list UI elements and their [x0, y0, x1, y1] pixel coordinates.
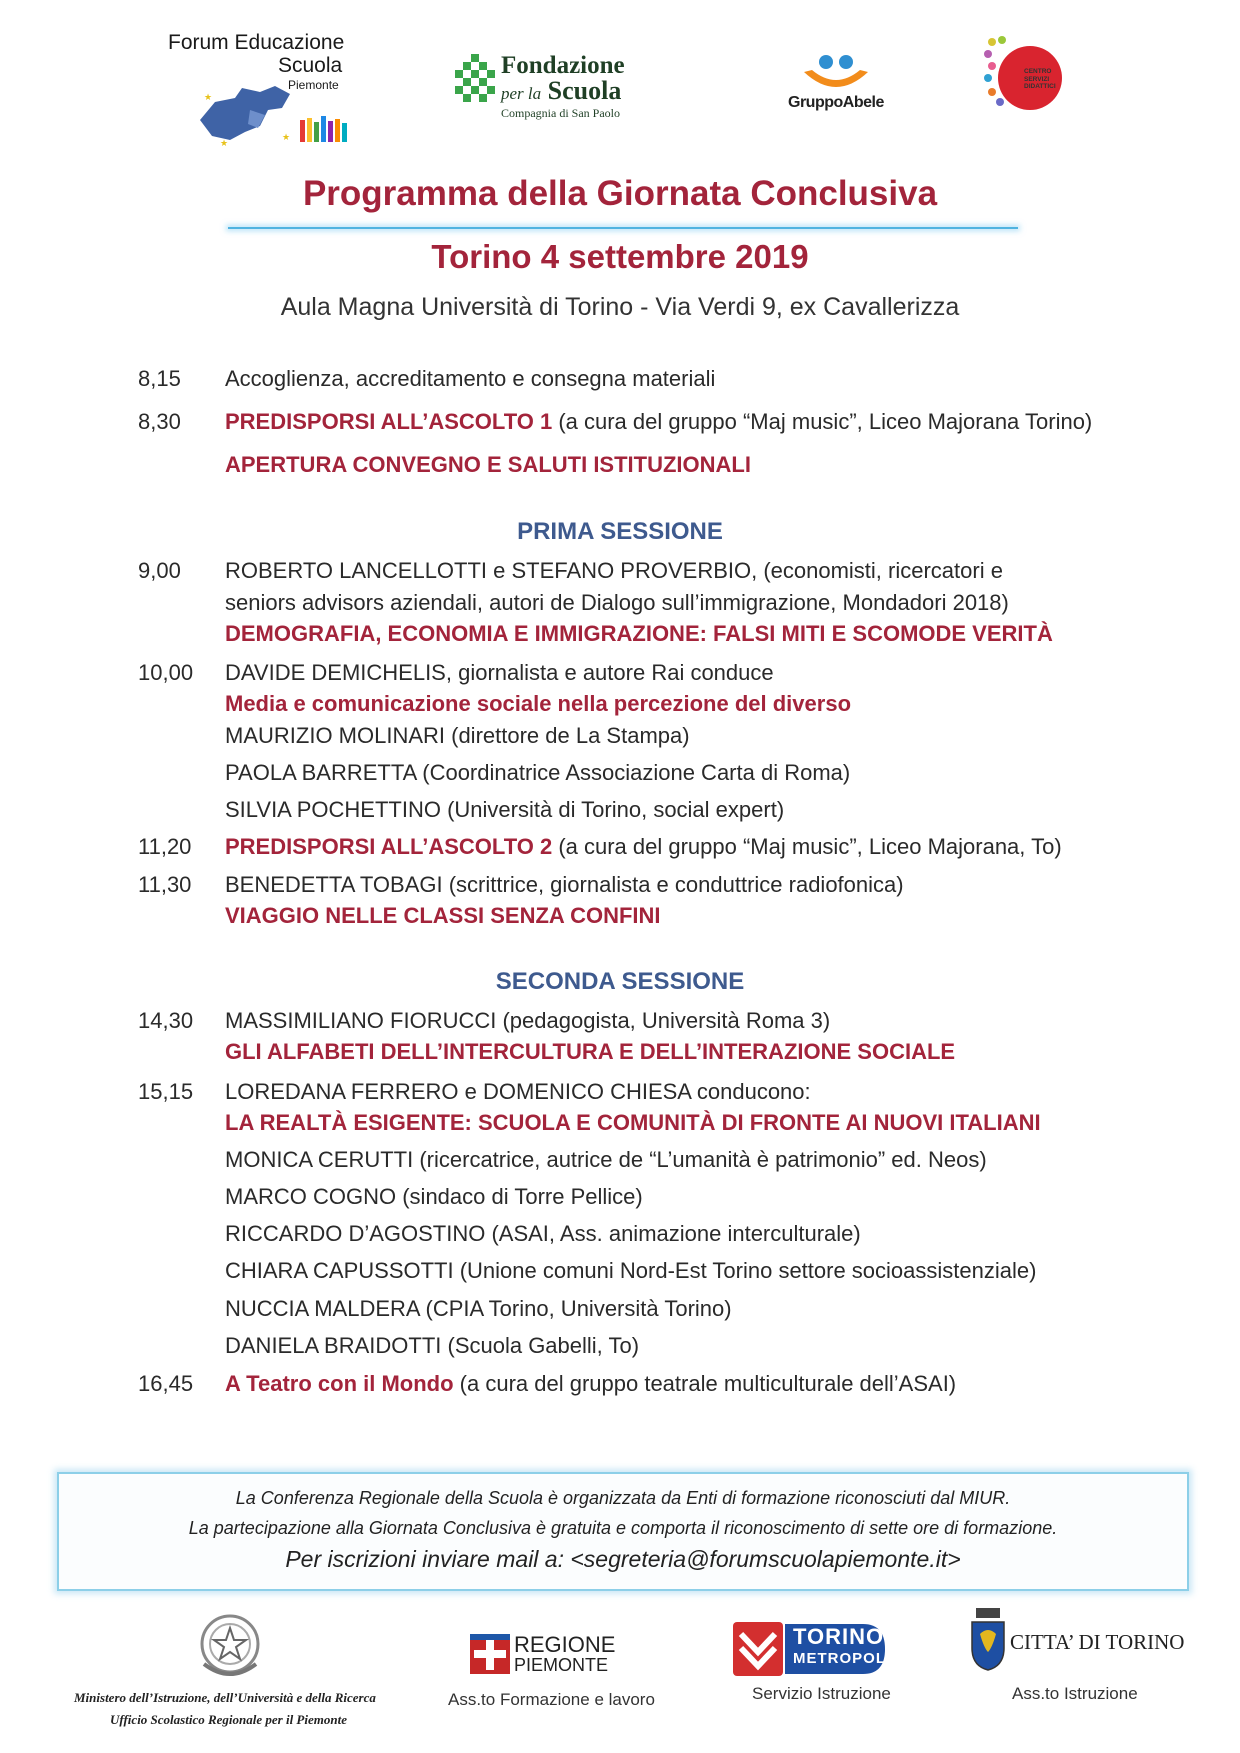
- italian-republic-emblem-icon: [190, 1606, 270, 1686]
- torino-metropoli-logo: [733, 1622, 893, 1676]
- info-registration-email[interactable]: Per iscrizioni inviare mail a: <segreteria@forumscuolapiemonte.it>: [285, 1546, 961, 1572]
- time-1120: 11,20: [138, 834, 192, 859]
- info-organizers: La Conferenza Regionale della Scuola è organizzata da Enti di formazione riconosciuti dal MIUR.: [235, 1488, 1011, 1508]
- agenda-item-900-desc: seniors advisors aziendali, autori de Dialogo sull’immigrazione, Mondadori 2018): [225, 590, 1009, 615]
- abele-logo-text: GruppoAbele: [788, 94, 884, 111]
- miur-name: Ministero dell’Istruzione, dell’Università e della Ricerca: [74, 1690, 376, 1705]
- agenda-item-1515-speaker-4: CHIARA CAPUSSOTTI (Unione comuni Nord-Est Torino settore socioassistenziale): [225, 1258, 1037, 1283]
- forum-logo-line3: Piemonte: [288, 78, 339, 92]
- agenda-item-1515-speaker-1: MONICA CERUTTI (ricercatrice, autrice de “L’umanità è patrimonio” ed. Neos): [225, 1147, 987, 1172]
- time-1515: 15,15: [138, 1079, 194, 1104]
- agenda-item-900-speakers: ROBERTO LANCELLOTTI e STEFANO PROVERBIO, (economisti, ricercatori e: [225, 558, 1003, 583]
- time-1645: 16,45: [138, 1371, 194, 1396]
- agenda-item-1120: PREDISPORSI ALL’ASCOLTO 2 (a cura del gruppo “Maj music”, Liceo Majorana, To): [225, 834, 1062, 859]
- torino-logo-line1: TORINO: [793, 1624, 885, 1649]
- session-heading-1: PRIMA SESSIONE: [517, 518, 723, 545]
- citta-caption: Ass.to Istruzione: [1012, 1684, 1138, 1703]
- agenda-item-1000-topic: Media e comunicazione sociale nella percezione del diverso: [225, 691, 852, 716]
- agenda-item-1000-speaker-3: SILVIA POCHETTINO (Università di Torino, social expert): [225, 797, 785, 822]
- agenda-item-1515-speaker-2: MARCO COGNO (sindaco di Torre Pellice): [225, 1184, 643, 1209]
- checker-icon: [455, 54, 495, 102]
- agenda-item-1515-speaker-5: NUCCIA MALDERA (CPIA Torino, Università Torino): [225, 1296, 732, 1321]
- agenda-opening: APERTURA CONVEGNO E SALUTI ISTITUZIONALI: [225, 452, 751, 477]
- session-heading-2: SECONDA SESSIONE: [495, 968, 745, 995]
- centro-logo-text: CENTRO SERVIZI DIDATTICI: [1024, 68, 1056, 90]
- regione-logo-line2: PIEMONTE: [514, 1655, 609, 1675]
- time-815: 8,15: [138, 366, 181, 391]
- svg-text:★: ★: [204, 92, 213, 102]
- europe-map-icon: [190, 80, 360, 150]
- agenda-item-1000-speaker-2: PAOLA BARRETTA (Coordinatrice Associazione Carta di Roma): [225, 760, 851, 785]
- gruppo-abele-logo: [780, 54, 910, 118]
- abele-people-icon: [780, 54, 910, 94]
- forum-logo-line2: Scuola: [278, 54, 343, 77]
- agenda-item-815: Accoglienza, accreditamento e consegna materiali: [225, 366, 716, 391]
- time-1130: 11,30: [138, 872, 192, 897]
- time-1430: 14,30: [138, 1008, 194, 1033]
- agenda-item-1000-host: DAVIDE DEMICHELIS, giornalista e autore Rai conduce: [225, 660, 774, 685]
- citta-torino-logo-text: CITTA’ DI TORINO: [1010, 1630, 1185, 1654]
- info-participation: La partecipazione alla Giornata Conclusiva è gratuita e comporta il riconoscimento di sette ore di formazione.: [188, 1518, 1058, 1538]
- agenda-item-900-topic: DEMOGRAFIA, ECONOMIA E IMMIGRAZIONE: FALSI MITI E SCOMODE VERITÀ: [225, 621, 1053, 646]
- fondazione-logo-line3: Compagnia di San Paolo: [501, 106, 620, 120]
- torino-logo-line2: METROPOLI: [793, 1650, 892, 1667]
- regione-logo-line1: REGIONE: [514, 1632, 616, 1657]
- centro-servizi-didattici-logo: [980, 36, 1070, 116]
- svg-text:★: ★: [220, 138, 229, 148]
- agenda-item-1130-speaker: BENEDETTA TOBAGI (scrittrice, giornalista e conduttrice radiofonica): [225, 872, 904, 897]
- page-title: Programma della Giornata Conclusiva: [302, 174, 938, 213]
- agenda-item-1130-topic: VIAGGIO NELLE CLASSI SENZA CONFINI: [225, 903, 661, 928]
- agenda-item-1515-speaker-3: RICCARDO D’AGOSTINO (ASAI, Ass. animazione interculturale): [225, 1221, 861, 1246]
- agenda-item-1515-hosts: LOREDANA FERRERO e DOMENICO CHIESA conducono:: [225, 1079, 811, 1104]
- miur-office: Ufficio Scolastico Regionale per il Piemonte: [110, 1712, 347, 1727]
- info-box: [57, 1472, 1189, 1591]
- agenda-item-1645: A Teatro con il Mondo (a cura del gruppo teatrale multiculturale dell’ASAI): [225, 1371, 957, 1396]
- regione-piemonte-flag-icon: [470, 1634, 510, 1674]
- event-date: Torino 4 settembre 2019: [431, 238, 809, 275]
- event-venue: Aula Magna Università di Torino - Via Verdi 9, ex Cavallerizza: [280, 293, 960, 321]
- agenda-item-1000-speaker-1: MAURIZIO MOLINARI (direttore de La Stampa): [225, 723, 690, 748]
- agenda-item-1515-topic: LA REALTÀ ESIGENTE: SCUOLA E COMUNITÀ DI FRONTE AI NUOVI ITALIANI: [225, 1110, 1041, 1135]
- regione-caption: Ass.to Formazione e lavoro: [448, 1690, 655, 1709]
- time-1000: 10,00: [138, 660, 194, 685]
- forum-logo-line1: Forum Educazione: [168, 31, 345, 54]
- citta-torino-shield-icon: [970, 1608, 1006, 1672]
- agenda-item-1430-speaker: MASSIMILIANO FIORUCCI (pedagogista, Università Roma 3): [225, 1008, 831, 1033]
- agenda-item-1515-speaker-6: DANIELA BRAIDOTTI (Scuola Gabelli, To): [225, 1333, 640, 1358]
- agenda-item-830: PREDISPORSI ALL’ASCOLTO 1 (a cura del gruppo “Maj music”, Liceo Majorana Torino): [225, 409, 1093, 434]
- svg-text:★: ★: [282, 132, 291, 142]
- time-900: 9,00: [138, 558, 181, 583]
- title-divider: [228, 227, 1018, 229]
- fondazione-logo-line1: Fondazione: [501, 52, 625, 79]
- agenda-item-1430-topic: GLI ALFABETI DELL’INTERCULTURA E DELL’INTERAZIONE SOCIALE: [225, 1039, 956, 1064]
- fondazione-scuola-logo: [455, 48, 645, 120]
- fondazione-logo-line2: per la Scuola: [501, 76, 622, 105]
- torino-caption: Servizio Istruzione: [752, 1684, 891, 1703]
- forum-educazione-logo: [160, 28, 360, 148]
- time-830: 8,30: [138, 409, 181, 434]
